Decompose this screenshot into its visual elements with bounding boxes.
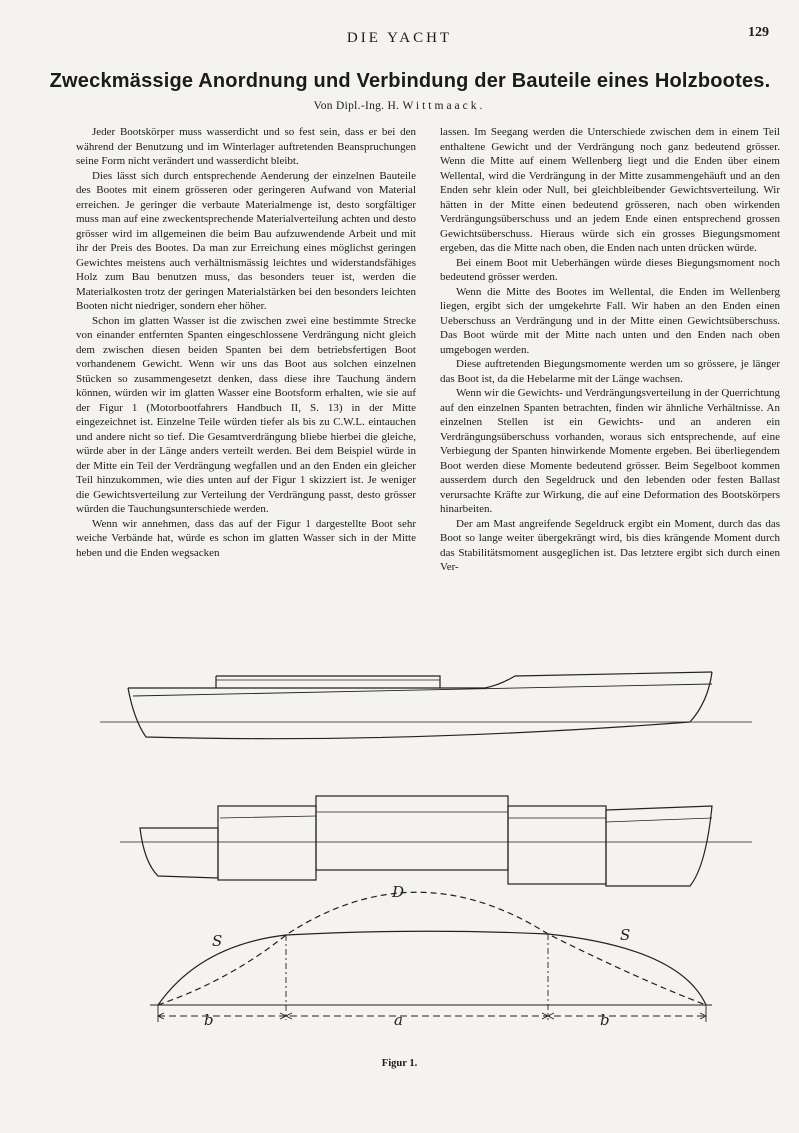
figure-caption: Figur 1.	[381, 1058, 418, 1069]
boat-profile-top	[100, 672, 752, 739]
paragraph: Dies lässt sich durch entsprechende Aenderung der einzelnen Bauteile des Bootes mit einem grösseren oder geringeren Aufwand von Material erreichen. Je geringer die verbaute Materialmenge ist, desto sorgfältiger muss man auf eine zweckentsprechende Materialverteilung achten und desto grösser wird im allgemeinen die beim Bau aufzuwendende Arbeit und mit ihr der Preis des Bootes. Da man zur Erreichung eines möglichst geringen Gewichtes meistens auch verhältnismässig leichtes und widerstandsfähiges Holz zum Bau benutzen muss, das besonders teuer ist, werden die Materialkosten trotz der geringen Materialstärken bei den besonders leichten Booten nicht niedriger, sondern eher höher.	[76, 169, 416, 312]
figure-1-drawing	[0, 660, 799, 1080]
paragraph: Diese auftretenden Biegungsmomente werden um so grössere, je länger das Boot ist, da die Hebelarme mit der Länge wachsen.	[440, 358, 780, 385]
label-s-right: S	[620, 926, 631, 944]
paragraph: Jeder Bootskörper muss wasserdicht und so fest sein, dass er bei den während der Benutzung und im Winterlager auftretenden Beanspruchungen seine Form nicht verändert und wasserdicht bleibt.	[76, 126, 416, 167]
paragraph: Schon im glatten Wasser ist die zwischen zwei eine bestimmte Strecke von einander entfernten Spanten eingeschlossene Verdrängung nicht gleich dem zwischen diesen beiden Spanten bei dem betriebsfertigen Boot vorhandenem Gewicht. Wenn wir uns das Boot aus solchen einzelnen Stücken so zusammengesetzt denken, dass diese ihre Tauchung ändern können, würden wir im glatten Wasser eine Bootsform erhalten, wie sie auf der Figur 1 (Motorbootfahrers Handbuch II, S. 13) in der Mitte eingezeichnet ist. Einzelne Teile würden tiefer als bis zu C.W.L. eintauchen und andere nicht so tief. Die Gesamtverdrängung bliebe hierbei die gleiche, würde aber in der Länge anders verteilt werden. Bei dem Beispiel würde in der Mitte ein Teil der Verdrängung wegfallen und an den Enden ein gleicher Teil hinzukommen, wie dies unten auf der Figur 1 skizziert ist. Je weniger die Gewichtsverteilung zur Verteilung der Verdrängung passt, desto grösser würden die Tauchungsunterschiede werden.	[76, 314, 416, 515]
paragraph: Wenn die Mitte des Bootes im Wellental, die Enden im Wellenberg liegen, ergibt sich der umgekehrte Fall. Wir haben an den Enden einen Ueberschuss an Verdrängung und in der Mitte einen Gewichtsüberschuss. Das Boot würde mit der Mitte nach unten und den Enden nach oben umgebogen werden.	[440, 285, 780, 356]
running-title: DIE YACHT	[346, 30, 453, 46]
section-bow	[140, 828, 218, 878]
section-stern	[606, 806, 712, 886]
byline-author: Wittmaack.	[402, 100, 486, 112]
strake	[220, 816, 316, 818]
label-a: a	[394, 1011, 403, 1029]
displacement-curve	[158, 892, 706, 1005]
left-column	[76, 125, 416, 560]
label-b-right: b	[600, 1011, 610, 1029]
byline	[0, 100, 799, 112]
strake	[606, 818, 712, 822]
paragraph: Wenn wir annehmen, dass das auf der Figur 1 dargestellte Boot sehr weiche Verbände hat, würde es schon im glatten Wasser sich in der Mitte heben und die Enden wegsacken	[76, 517, 416, 559]
distribution-diagram	[150, 892, 712, 1022]
right-column	[440, 125, 780, 575]
section-middle	[316, 796, 508, 870]
label-d: D	[392, 883, 405, 901]
page-number: 129	[748, 25, 769, 40]
byline-prefix: Von Dipl.-Ing. H.	[313, 100, 400, 112]
label-b-left: b	[204, 1011, 214, 1029]
paragraph: lassen. Im Seegang werden die Unterschiede zwischen dem in einem Teil enthaltene Gewicht und der Verdrängung noch ganz bedeutend grösser. Wenn die Mitte auf einem Wellenberg liegt und die Enden über einem Wellental, wird die Verdrängung in der Mitte zusammengehäuft und an den Enden sehr klein oder Null, bei gleichbleibender Gewichtsverteilung. Wir hätten in der Mitte einen bedeutend grösseren, nach oben wirkenden Verdrängungsüberschuss und an jedem Ende einen entsprechend grossen Gewichtsüberschuss. Hieraus würde sich ein grosses Biegungsmoment ergeben, das die Mitte nach oben, die Enden nach unten drücken würde.	[440, 126, 780, 254]
boat-profile-sectioned	[120, 796, 752, 886]
rubbing-strake	[133, 684, 712, 696]
label-s-left: S	[212, 932, 223, 950]
cabin-top	[216, 676, 440, 688]
paragraph: Bei einem Boot mit Ueberhängen würde dieses Biegungsmoment noch bedeutend grösser werden.	[440, 256, 780, 283]
paragraph: Der am Mast angreifende Segeldruck ergibt ein Moment, durch das das Boot so lange weiter übergekrängt wird, bis dies krängende Moment durch das Stabilitätsmoment ausgeglichen ist. Das letztere ergibt sich durch einen Ver-	[440, 517, 780, 573]
paragraph: Wenn wir die Gewichts- und Verdrängungsverteilung in der Querrichtung auf den einzelnen Spanten betrachten, finden wir ähnliche Verhältnisse. An einzelnen Stellen ist ein Gewichts- und an anderen ein Verdrängungsüberschuss vorhanden, woraus sich entsprechende, auf eine Verbiegung der Spanten hinwirkende Momente ergeben. Bei überliegendem Boot werden diese Momente bedeutend grösser. Beim Segelboot kommen ausserdem durch den Segeldruck und den lebenden oder festen Ballast verursachte Kräfte zur Wirkung, die auf eine Deformation des Bootskörpers hinarbeiten.	[440, 387, 780, 515]
article-title: Zweckmässige Anordnung und Verbindung der Bauteile eines Holzbootes.	[49, 70, 771, 92]
